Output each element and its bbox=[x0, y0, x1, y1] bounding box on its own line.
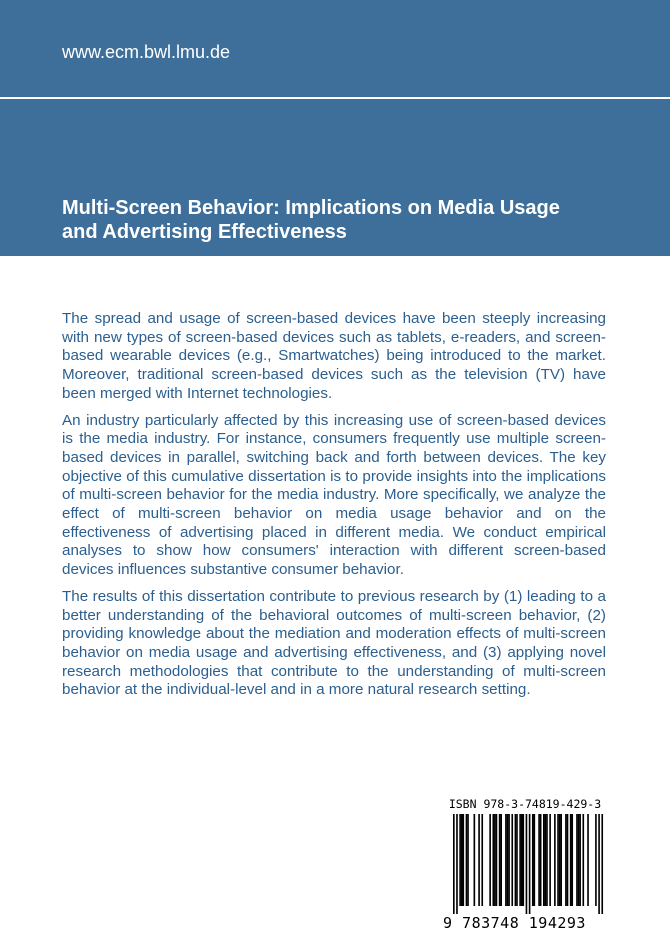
barcode-bar bbox=[560, 814, 562, 906]
abstract-text bbox=[62, 310, 606, 708]
barcode-icon bbox=[443, 814, 607, 914]
barcode-bar bbox=[571, 814, 573, 906]
barcode-bar bbox=[540, 814, 542, 906]
book-title: Multi-Screen Behavior: Implications on Media Usage and Advertising Effectiveness bbox=[62, 197, 560, 243]
barcode-bar bbox=[565, 814, 567, 906]
isbn-label: ISBN 978-3-74819-429-3 bbox=[448, 797, 602, 811]
barcode-bar bbox=[545, 814, 547, 906]
website-url: www.ecm.bwl.lmu.de bbox=[62, 42, 231, 62]
barcode-bar bbox=[534, 814, 536, 906]
barcode-bar bbox=[507, 814, 509, 906]
barcode-bar bbox=[462, 814, 464, 906]
barcode-bar bbox=[567, 814, 569, 906]
barcode-bar bbox=[598, 814, 600, 914]
barcode-bar bbox=[570, 814, 572, 906]
barcode-bar bbox=[576, 814, 578, 906]
barcode-bar bbox=[481, 814, 483, 906]
barcode-bar bbox=[505, 814, 507, 906]
barcode-bar bbox=[529, 814, 531, 914]
barcode-bar bbox=[461, 814, 463, 906]
paragraph-2: An industry particularly affected by this increasing use of screen-based devices is the media industry. For instance, consumers frequently use multiple screen-based devices in parallel, switching back and forth between devices. The key objective of this cumulative dissertation is to provide insights into the implications of multi-screen behavior for the media industry. More specifically, we analyze the effect of multi-screen behavior on media usage behavior and on the effectiveness of advertising placed in different media. We conduct empirical analyses to show how consumers' interaction with different screen-based devices influences substantive consumer behavior. bbox=[62, 411, 606, 579]
barcode-bar bbox=[554, 814, 556, 906]
barcode-bar bbox=[521, 814, 523, 906]
barcode-bar bbox=[500, 814, 502, 906]
barcode-bar bbox=[543, 814, 545, 906]
barcode-bar bbox=[526, 814, 528, 914]
barcode-bar bbox=[587, 814, 589, 906]
barcode-bar bbox=[579, 814, 581, 906]
barcode-bar bbox=[474, 814, 476, 906]
barcode-bar bbox=[559, 814, 561, 906]
barcode-bar bbox=[532, 814, 534, 906]
barcode-bar bbox=[496, 814, 498, 906]
barcode-bar bbox=[595, 814, 597, 906]
barcode-bar bbox=[467, 814, 469, 906]
paragraph-1: The spread and usage of screen-based devices have been steeply increasing with new types of screen-based devices such as tablets, e-readers, and screen-based wearable devices (e.g., Smartwatches) being introduced to the market. Moreover, traditional screen-based devices such as the television (TV) have been merged with Internet technologies. bbox=[62, 310, 606, 402]
barcode-bar bbox=[456, 814, 458, 914]
barcode-bar bbox=[601, 814, 603, 914]
barcode-bar bbox=[459, 814, 461, 906]
header-divider bbox=[0, 97, 670, 99]
barcode-bar bbox=[478, 814, 480, 906]
barcode-bar bbox=[511, 814, 513, 906]
barcode-bar bbox=[522, 814, 524, 906]
barcode-bar bbox=[516, 814, 518, 906]
barcode-bar bbox=[557, 814, 559, 906]
barcode-bar bbox=[494, 814, 496, 906]
barcode-bar bbox=[546, 814, 548, 906]
paragraph-3: The results of this dissertation contribute to previous research by (1) leading to a better understanding of the behavioral outcomes of multi-screen behavior, (2) providing knowledge about the mediation and moderation effects of multi-screen behavior on media usage and advertising effectiveness, and (3) applying novel research methodologies that contribute to the understanding of multi-screen behavior at the individual-level and in a more natural research setting. bbox=[62, 587, 606, 699]
barcode-bar bbox=[515, 814, 517, 906]
barcode-bar bbox=[499, 814, 501, 906]
barcode-bar bbox=[453, 814, 455, 914]
isbn-block bbox=[443, 797, 607, 937]
barcode-bar bbox=[489, 814, 491, 906]
barcode-bar bbox=[508, 814, 510, 906]
barcode-bar bbox=[519, 814, 521, 906]
barcode-bar bbox=[492, 814, 494, 906]
barcode-bar bbox=[578, 814, 580, 906]
barcode-digits: 9 783748 194293 bbox=[443, 914, 586, 932]
barcode-bar bbox=[466, 814, 468, 906]
barcode-bar bbox=[582, 814, 584, 906]
barcode-bar bbox=[538, 814, 540, 906]
barcode-bar bbox=[549, 814, 551, 906]
header-band bbox=[0, 0, 670, 256]
